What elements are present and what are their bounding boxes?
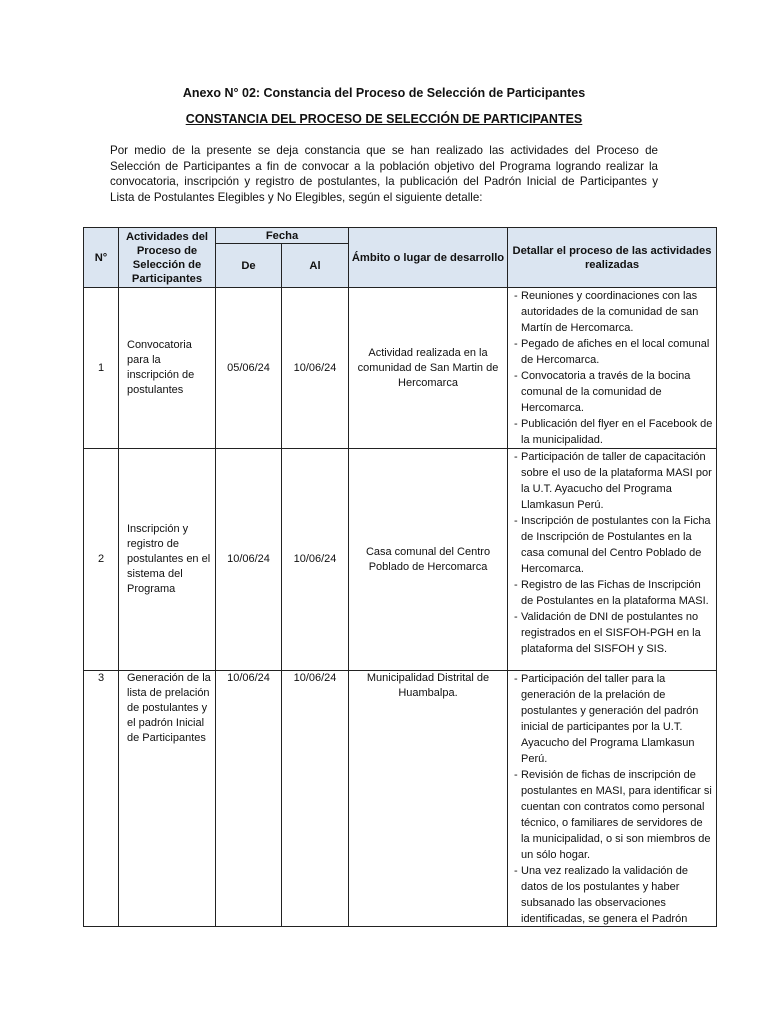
row-date-to: 10/06/24 xyxy=(282,671,349,927)
header-de: De xyxy=(216,244,282,288)
row-details xyxy=(508,449,717,671)
intro-paragraph: Por medio de la presente se deja constancia que se han realizado las actividades del Proceso de Selección de Participantes a fin de convocar a la población objetivo del Programa logrando realizar la convocatoria, inscripción y registro de postulantes, la publicación del Padrón Inicial de Participantes y Lista de Postulantes Elegibles y No Elegibles, según el siguiente detalle: xyxy=(110,144,658,204)
row-date-from: 10/06/24 xyxy=(216,671,282,927)
detail-item: - Participación de taller de capacitación sobre el uso de la plataforma MASI por la U.T. Ayacucho del Programa Llamkasun Perú. xyxy=(514,449,713,513)
detail-item: - Reuniones y coordinaciones con las autoridades de la comunidad de san Martín de Hercomarca. xyxy=(514,288,713,336)
selection-process-table xyxy=(83,227,717,927)
detail-item: - Publicación del flyer en el Facebook de la municipalidad. xyxy=(514,416,713,448)
detail-item: - Pegado de afiches en el local comunal de Hercomarca. xyxy=(514,336,713,368)
detail-item: - Registro de las Fichas de Inscripción de Postulantes en la plataforma MASI. xyxy=(514,577,713,609)
row-place: Casa comunal del Centro Poblado de Hercomarca xyxy=(349,449,508,671)
row-num: 1 xyxy=(84,288,119,449)
header-ambito: Ámbito o lugar de desarrollo xyxy=(349,228,508,288)
row-date-from: 10/06/24 xyxy=(216,449,282,671)
table-row xyxy=(84,449,717,671)
row-activity: Convocatoria para la inscripción de postulantes xyxy=(119,288,216,449)
row-num: 3 xyxy=(84,671,119,927)
table-row xyxy=(84,671,717,927)
row-date-to: 10/06/24 xyxy=(282,288,349,449)
detail-item: - Validación de DNI de postulantes no registrados en el SISFOH-PGH en la plataforma del SISFOH y SIS. xyxy=(514,609,713,657)
detail-item: - Participación del taller para la generación de la prelación de postulantes y generación del padrón inicial de participantes por la U.T. Ayacucho del Programa Llamkasun Perú. xyxy=(514,671,713,767)
detail-item: - Inscripción de postulantes con la Ficha de Inscripción de Postulantes en la casa comunal del Centro Poblado de Hercomarca. xyxy=(514,513,713,577)
document-subtitle: CONSTANCIA DEL PROCESO DE SELECCIÓN DE PARTICIPANTES xyxy=(185,112,583,126)
row-date-from: 05/06/24 xyxy=(216,288,282,449)
detail-item: - Una vez realizado la validación de datos de los postulantes y haber subsanado las observaciones identificadas, se genera el Padrón xyxy=(514,863,713,925)
header-num: N° xyxy=(84,228,119,288)
row-details xyxy=(508,288,717,449)
row-date-to: 10/06/24 xyxy=(282,449,349,671)
row-place: Actividad realizada en la comunidad de San Martin de Hercomarca xyxy=(349,288,508,449)
annex-title: Anexo N° 02: Constancia del Proceso de Selección de Participantes xyxy=(182,86,586,100)
header-detalle: Detallar el proceso de las actividades realizadas xyxy=(508,228,717,288)
row-activity: Generación de la lista de prelación de postulantes y el padrón Inicial de Participantes xyxy=(119,671,216,927)
row-details xyxy=(508,671,717,927)
row-num: 2 xyxy=(84,449,119,671)
header-al: Al xyxy=(282,244,349,288)
detail-item: - Revisión de fichas de inscripción de postulantes en MASI, para identificar si cuentan con contratos como personal técnico, o familiares de servidores de la municipalidad, o si son miembros de un sólo hogar. xyxy=(514,767,713,863)
detail-item: - Convocatoria a través de la bocina comunal de la comunidad de Hercomarca. xyxy=(514,368,713,416)
row-activity: Inscripción y registro de postulantes en el sistema del Programa xyxy=(119,449,216,671)
header-activities: Actividades del Proceso de Selección de Participantes xyxy=(119,228,216,288)
row-place: Municipalidad Distrital de Huambalpa. xyxy=(349,671,508,927)
header-fecha: Fecha xyxy=(216,228,349,244)
table-row xyxy=(84,288,717,449)
